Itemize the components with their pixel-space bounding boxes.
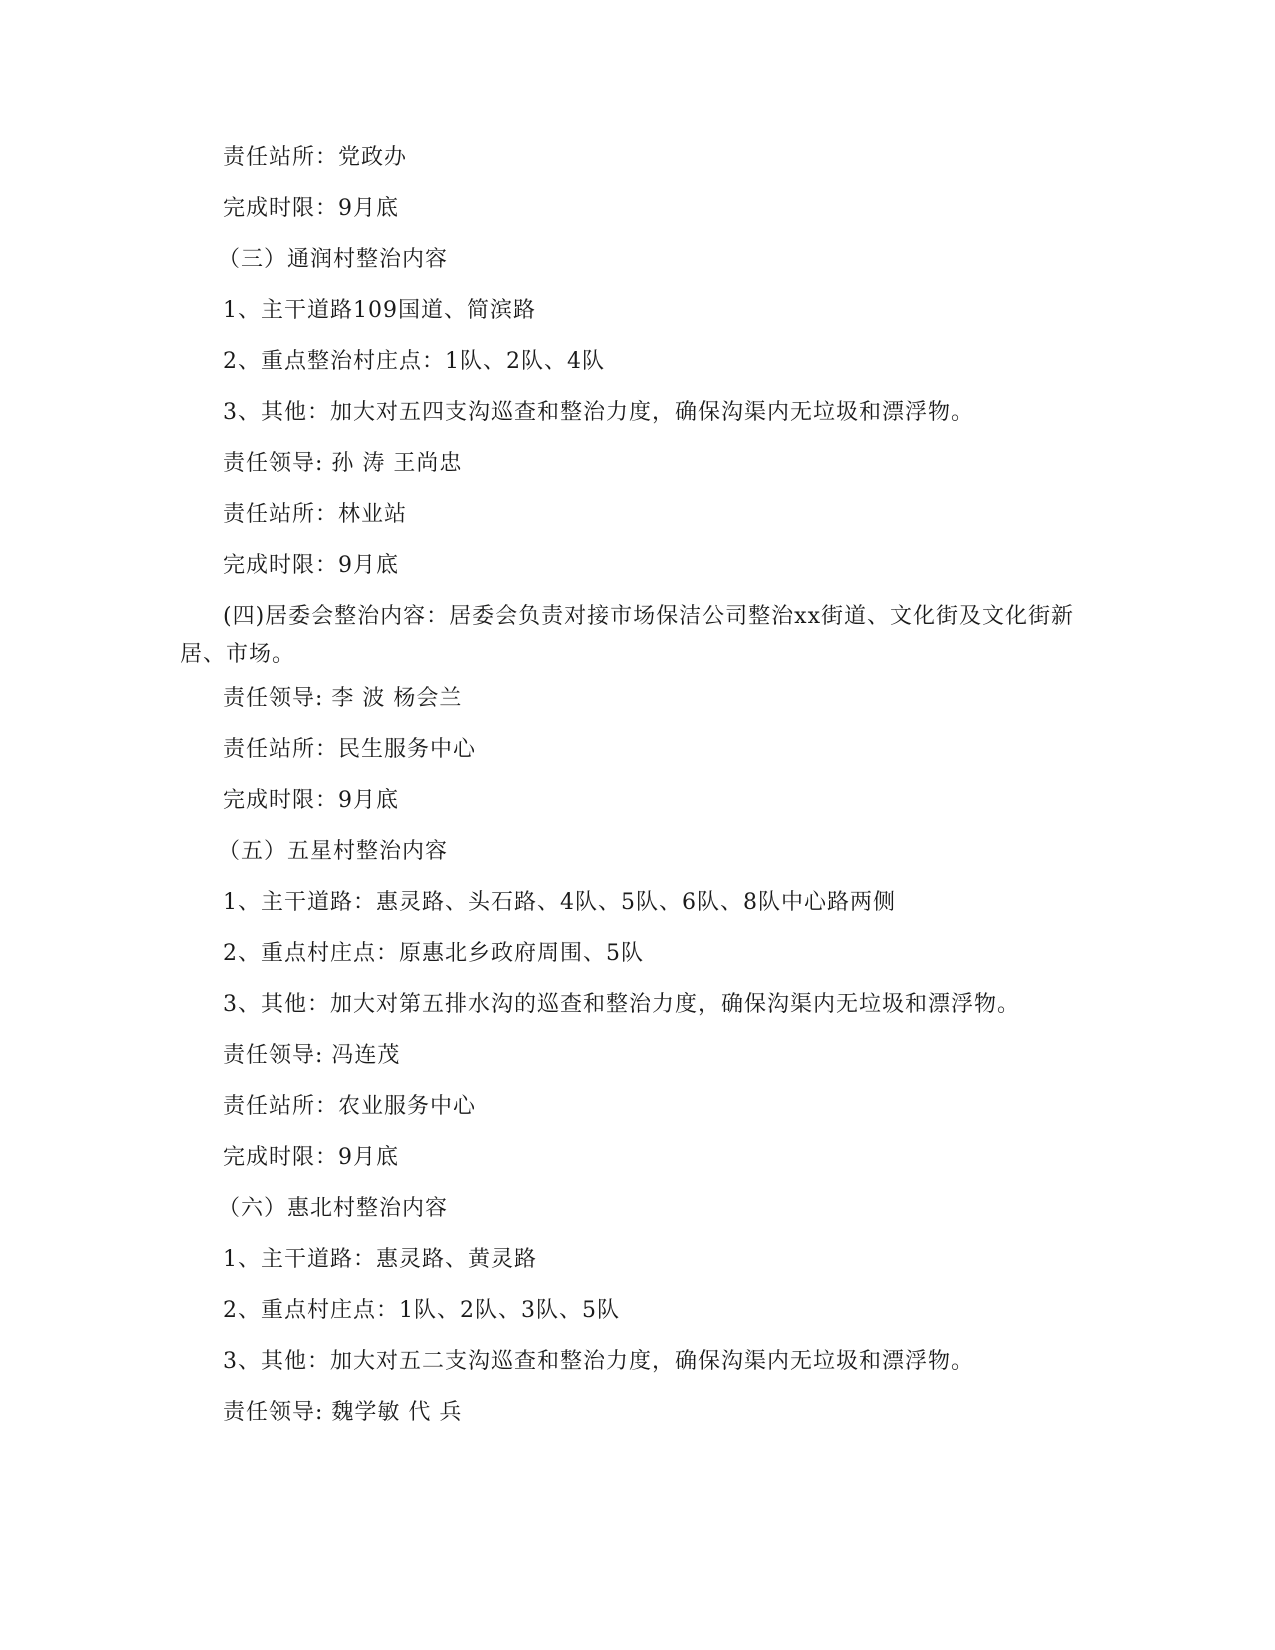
list-item: 1、主干道路：惠灵路、头石路、4队、5队、6队、8队中心路两侧 <box>223 890 896 915</box>
responsible-station-line: 责任站所：民生服务中心 <box>223 737 477 762</box>
list-item: 3、其他：加大对第五排水沟的巡查和整治力度，确保沟渠内无垃圾和漂浮物。 <box>223 992 1020 1017</box>
responsible-station-line: 责任站所：党政办 <box>223 145 408 170</box>
list-item: 3、其他：加大对五四支沟巡查和整治力度，确保沟渠内无垃圾和漂浮物。 <box>223 400 974 425</box>
deadline-line: 完成时限：9月底 <box>223 196 399 221</box>
list-item: 2、重点整治村庄点：1队、2队、4队 <box>223 349 605 374</box>
responsible-leader-line: 责任领导: 孙 涛 王尚忠 <box>223 451 463 476</box>
list-item: 2、重点村庄点：1队、2队、3队、5队 <box>223 1298 620 1323</box>
section-heading-huibei: （六）惠北村整治内容 <box>218 1196 449 1221</box>
section-heading-residents-committee: (四)居委会整治内容：居委会负责对接市场保洁公司整治xx街道、文化街及文化街新居、市场。 <box>180 604 1074 667</box>
responsible-leader-line: 责任领导: 李 波 杨会兰 <box>223 686 463 711</box>
responsible-station-line: 责任站所：林业站 <box>223 502 408 527</box>
deadline-line: 完成时限：9月底 <box>223 788 399 813</box>
list-item: 3、其他：加大对五二支沟巡查和整治力度，确保沟渠内无垃圾和漂浮物。 <box>223 1349 974 1374</box>
deadline-line: 完成时限：9月底 <box>223 1145 399 1170</box>
section-heading-wuxing: （五）五星村整治内容 <box>218 839 449 864</box>
list-item: 1、主干道路：惠灵路、黄灵路 <box>223 1247 537 1272</box>
responsible-leader-line: 责任领导: 魏学敏 代 兵 <box>223 1400 463 1425</box>
list-item: 2、重点村庄点：原惠北乡政府周围、5队 <box>223 941 644 966</box>
deadline-line: 完成时限：9月底 <box>223 553 399 578</box>
list-item: 1、主干道路109国道、简滨路 <box>223 298 536 323</box>
section-heading-tongrun: （三）通润村整治内容 <box>218 247 449 272</box>
responsible-leader-line: 责任领导: 冯连茂 <box>223 1043 401 1068</box>
responsible-station-line: 责任站所：农业服务中心 <box>223 1094 477 1119</box>
